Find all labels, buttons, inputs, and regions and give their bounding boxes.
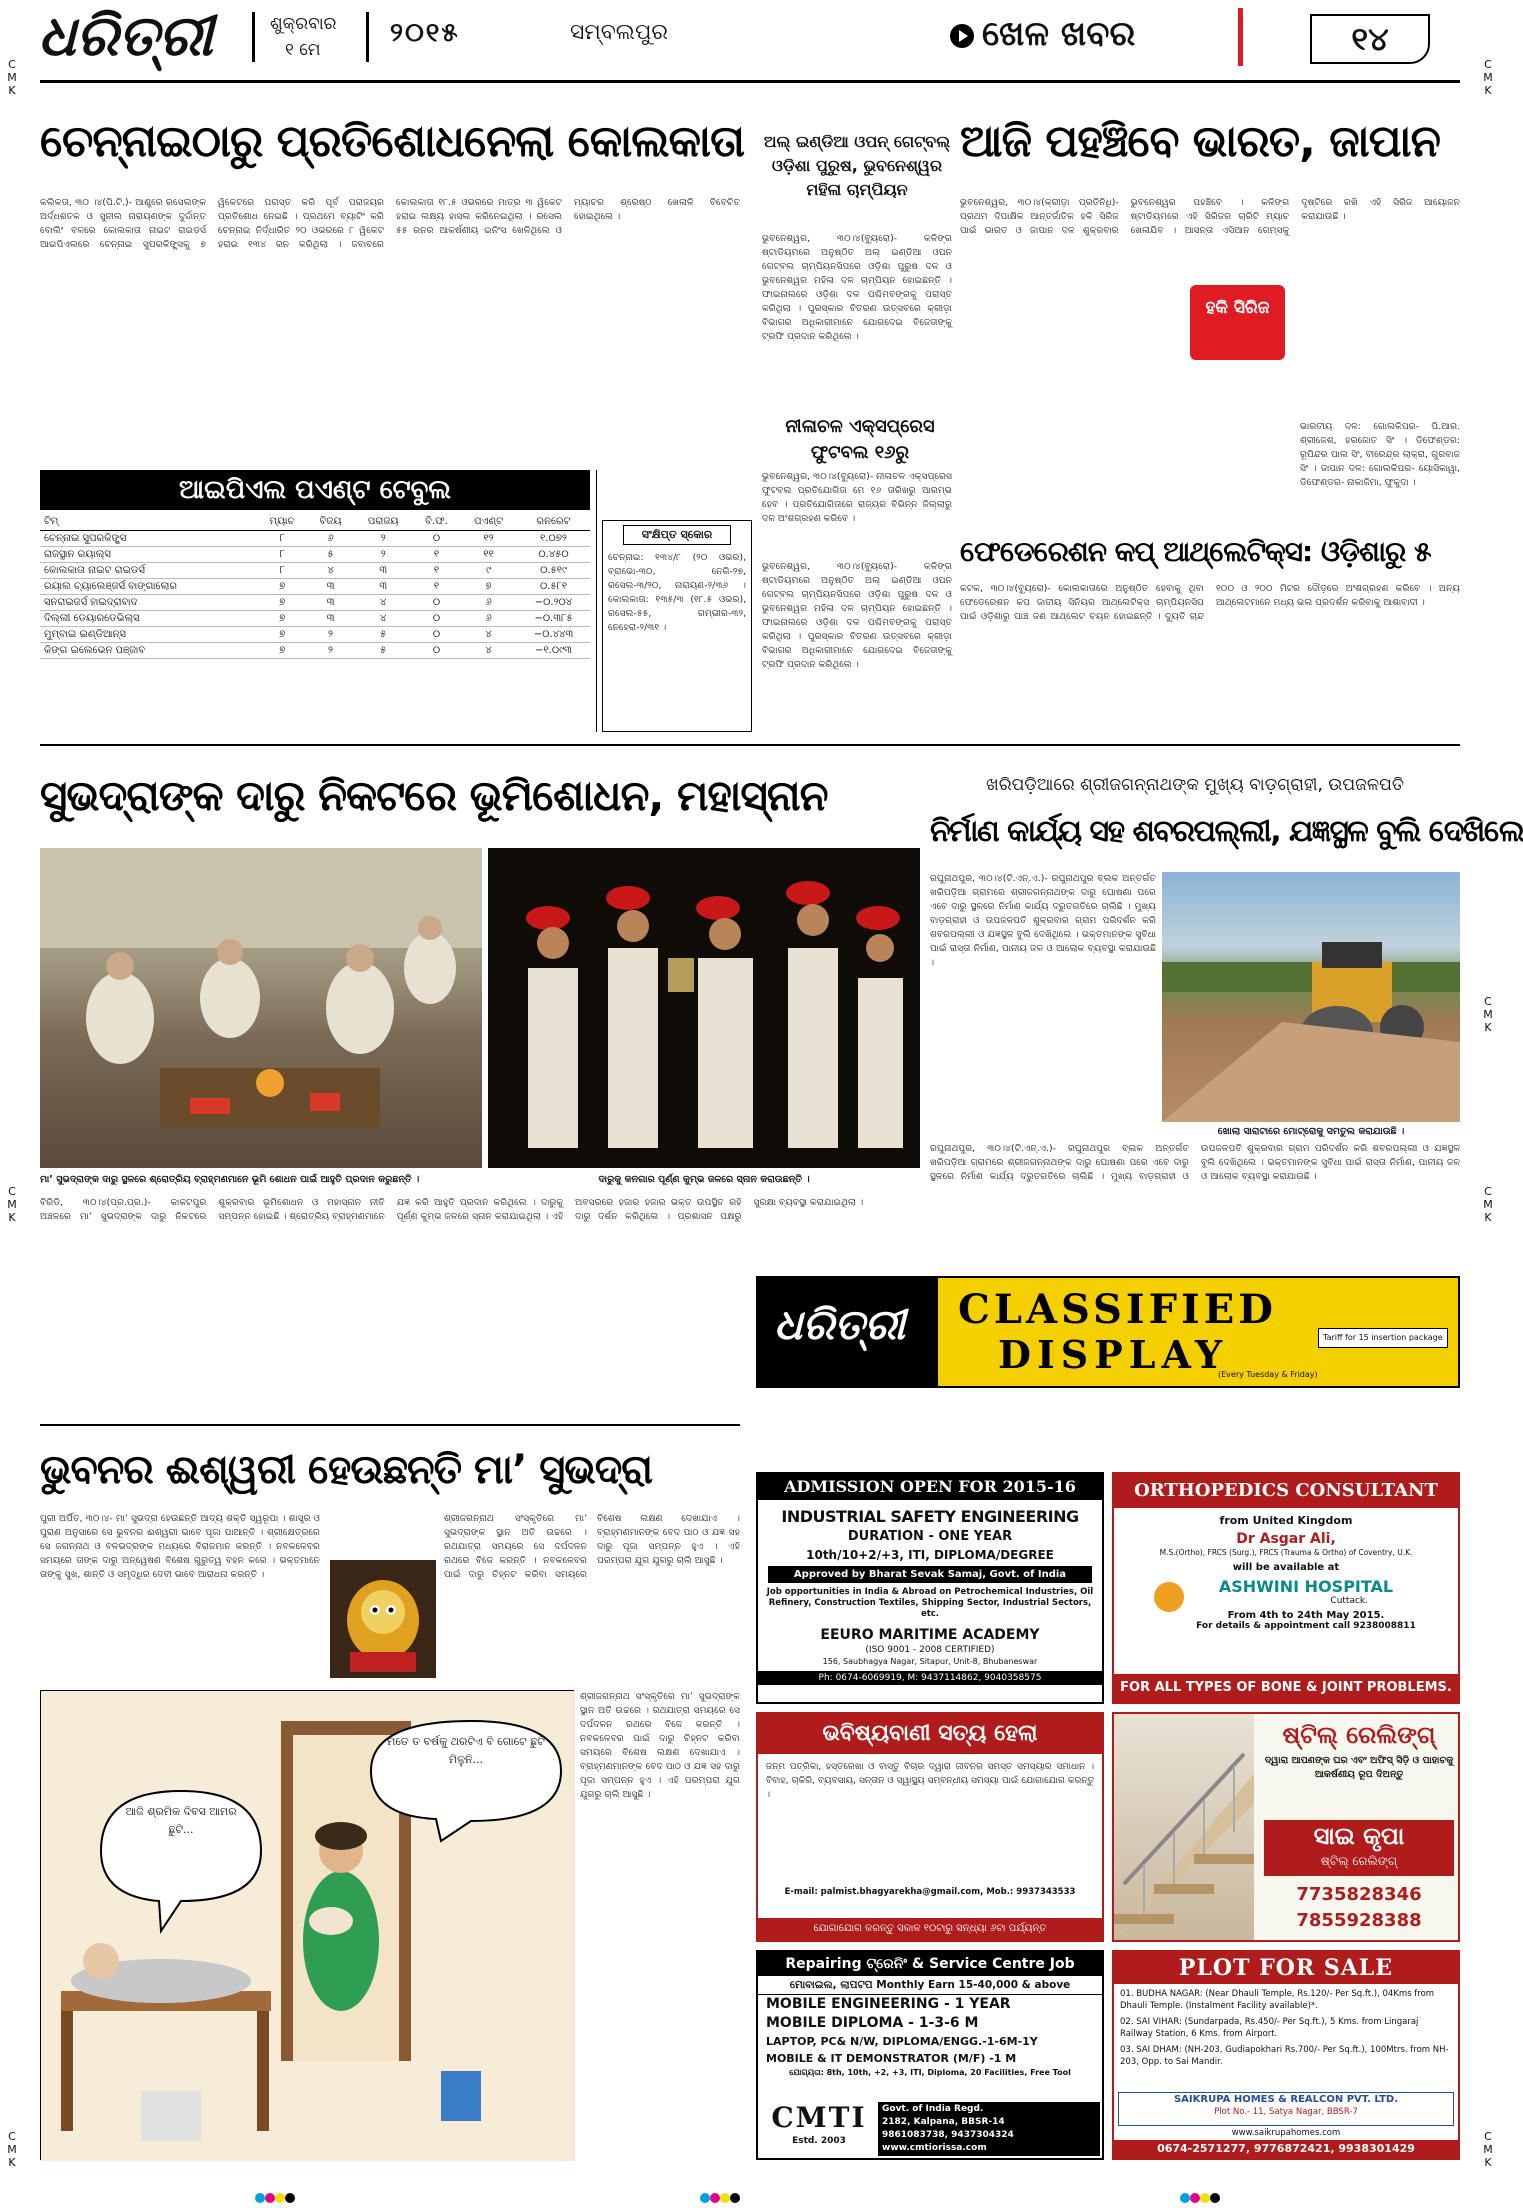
- cmti-estd: Estd. 2003: [792, 2136, 846, 2146]
- cmk-left-bottom: C M K: [7, 2130, 17, 2169]
- cmk-left-top: C M K: [7, 58, 17, 97]
- ipl-table-cell: ୮: [257, 562, 308, 578]
- subhadra-art: [330, 1560, 436, 1678]
- astro-footer: ଯୋଗାଯୋଗ କରନ୍ତୁ ସକାଳ ୧୦ଟାରୁ ସନ୍ଧ୍ୟା ୬ଟା ପର୍ଯ୍ୟନ୍ତ: [758, 1918, 1102, 1940]
- ipl-table-cell: ୧.୦୭୨: [517, 530, 590, 546]
- ipl-table-cell: ୦: [413, 642, 460, 658]
- admission-academy: EEURO MARITIME ACADEMY: [820, 1627, 1040, 1643]
- ipl-table-cell: ୯: [460, 562, 517, 578]
- admission-duration: DURATION - ONE YEAR: [847, 1529, 1013, 1544]
- ipl-table-row: [40, 626, 590, 642]
- ipl-table-cell: ୦.୫୮୧: [517, 578, 590, 594]
- ipl-table-cell: କୋଲକାତା ନାଇଟ ରାଇଡର୍ସ: [40, 562, 257, 578]
- cmti-web: www.cmtiorissa.com: [882, 2143, 987, 2153]
- ipl-table-cell: ରୟାଲ ଚ୍ୟାଲେଞ୍ଜର୍ସ ବାଙ୍ଗାଲୋର: [40, 578, 257, 594]
- story8-body: ପୁରୀ ଅର୍ପିତ, ୩୦।୪- ମା’ ସୁଭଦ୍ରା ହେଉଛନ୍ତି ଆଦ୍ୟ ଶକ୍ତି ସ୍ୱରୂପା । ଶାସ୍ତ୍ର ଓ ପୁରାଣ ଅନୁସାରେ ସେ ଭୁବନର ଈଶ୍ୱରୀ ଭାବେ ପୂଜା ପାଆନ୍ତି । ଶ୍ରୀକ୍ଷେତ୍ରରେ ସେ ଜଗନ୍ନାଥ ଓ ବଳଭଦ୍ରଙ୍କ ମଧ୍ୟରେ ବିରାଜମାନ କରନ୍ତି । ନବକଳେବର ସମୟରେ ତାଙ୍କ ଦାରୁ ଅନ୍ୱେଷଣ ବିଶେଷ ଗୁରୁତ୍ୱ ବହନ କରେ । ଭକ୍ତମାନେ ତାଙ୍କୁ ସୁଖ, ଶାନ୍ତି ଓ ସମୃଦ୍ଧିର ଦେବୀ ଭାବେ ଆରାଧନା କରନ୍ତି ।: [40, 1513, 320, 1580]
- ipl-table-cell: ୩: [354, 562, 413, 578]
- steel-brand-sub: ଷ୍ଟିଲ୍ ରେଲିଙ୍ଗ୍: [1320, 1854, 1398, 1868]
- road-photo-caption: ଖୋଲା ସାରାଟାରେ ମୋଟ୍ରୋକୁ ସମତୁଲ କରାଯାଉଛି ।: [1217, 1126, 1405, 1137]
- plot-address: Plot No.- 11, Satya Nagar, BBSR-7: [1214, 2107, 1358, 2117]
- registration-dots-center: [700, 2188, 764, 2200]
- classified-line2: DISPLAY: [998, 1332, 1229, 1377]
- steel-phone-1: 7735828346: [1296, 1884, 1422, 1905]
- ipl-table-cell: ସନରାଇଜର୍ସ ହାଇଦ୍ରାବାଦ: [40, 594, 257, 610]
- ipl-table-row: [40, 642, 590, 658]
- score-box: [602, 520, 752, 732]
- ipl-table-cell: ୬: [308, 530, 354, 546]
- story4-headline: ଆଜି ପହଞ୍ଚିବେ ଭାରତ, ଜାପାନ: [960, 116, 1440, 167]
- ipl-table-header: ମ୍ୟାଚ: [257, 514, 308, 530]
- ipl-table-cell: ୦: [413, 530, 460, 546]
- logo: ଧରିତ୍ରୀ: [38, 3, 213, 69]
- admission-address: 156, Saubhagya Nagar, Sitapur, Unit-8, Bhubaneswar: [822, 1657, 1038, 1666]
- ipl-table-cell: ରାଜସ୍ଥାନ ରୟାଲ୍ସ: [40, 546, 257, 562]
- story1-body: କଲିକତା, ୩୦ ।୪(ପି.ଟି.)- ଆଣ୍ଡ୍ରେ ରସେଲଙ୍କ ଅର୍ଦ୍ଧଶତକ ଓ ସୁନୀଲ ନାରାୟଣଙ୍କ ଦୁର୍ଦ୍ଦାନ୍ତ ବୋଲିଂ ବଳରେ କୋଲକାତା ନାଇଟ ରାଇଡର୍ସ ଆଇପିଏଲରେ ଚେନ୍ନାଇ ସୁପରକିଙ୍ଗ୍ସକୁ ୭ ୱିକେଟରେ ପରାସ୍ତ କରି ପୂର୍ବ ପରାଜୟର ପ୍ରତିଶୋଧ ନେଇଛି । ପ୍ରଥମେ ବ୍ୟାଟିଂ କରି ଚେନ୍ନାଇ ନିର୍ଦ୍ଧାରିତ ୨୦ ଓଭରରେ ୮ ୱିକେଟ ହରାଇ ୧୩୪ ରନ କରିଥିଲା । ଜବାବରେ କୋଲକାତା ୧୮.୫ ଓଭରରେ ମାତ୍ର ୩ ୱିକେଟ ହରାଇ ଲକ୍ଷ୍ୟ ହାସଲ କରିନେଇଥିଲା । ରସେଲ ୫୫ ରନର ଆକର୍ଷଣୀୟ ଇନିଂସ ଖେଳିଥିଲେ ଓ ମ୍ୟାଚର ଶ୍ରେଷ୍ଠ ଖେଳାଳି ବିବେଚିତ ହୋଇଥିଲେ ।: [40, 197, 740, 250]
- hockey-badge: [1190, 285, 1285, 360]
- story7-headline: ନିର୍ମାଣ କାର୍ଯ୍ୟ ସହ ଶବରପଲ୍ଲୀ, ଯଜ୍ଞସ୍ଥଳ ବୁଲି ଦେଖିଲେ: [930, 814, 1523, 849]
- section-play-icon: [950, 24, 974, 48]
- ritual-photo-2: [488, 848, 920, 1168]
- steel-brand: ସାଇ କୃପା: [1313, 1822, 1405, 1850]
- steel-railing-ad[interactable]: [1112, 1712, 1460, 1942]
- cmti-contact: [878, 2102, 1100, 2156]
- cmti-govt: Govt. of India Regd.: [882, 2104, 984, 2114]
- admission-jobs: Job opportunities in India & Abroad on Petrochemical Industries, Oil Refinery, Construction Textiles, Shipping Sector, Industrial Sectors, etc.: [766, 1587, 1094, 1619]
- story3-headline: ନୀଳାଚଳ ଏକ୍ସପ୍ରେସ ଫୁଟବଲ ୧୬ରୁ: [785, 416, 935, 463]
- story7-body-top: ରଘୁନାଥପୁର, ୩୦।୪(ଟି.ଏନ୍.ଏ.)- ରଘୁନାଥପୁର ବ୍ଲକ ଅନ୍ତର୍ଗତ ଖରିପଡ଼ିଆ ଗ୍ରାମରେ ଶ୍ରୀଜଗନ୍ନାଥଙ୍କ ଦାରୁ ଘୋଷଣା ପରେ ଏବେ ଦାରୁ ସ୍ଥଳରେ ନିର୍ମାଣ କାର୍ଯ୍ୟ ଦ୍ରୁତଗତିରେ ଚାଲିଛି । ମୁଖ୍ୟ ବାଡ଼ଗ୍ରାହୀ ଓ ଉପଜଳପତି ଶୁକ୍ରବାର ଗ୍ରାମ ପରିଦର୍ଶନ କରି ଶବରପଲ୍ଲୀ ଓ ଯଜ୍ଞସ୍ଥଳ ବୁଲି ଦେଖିଥିଲେ । ଭକ୍ତମାନଙ୍କ ସୁବିଧା ପାଇଁ ରାସ୍ତା ନିର୍ମାଣ, ପାନୀୟ ଜଳ ଓ ଆଲୋକ ବ୍ୟବସ୍ଥା କରାଯାଉଛି ।: [930, 873, 1156, 968]
- ipl-table-cell: ୧୧: [460, 546, 517, 562]
- astro-title: ଭବିଷ୍ୟବାଣୀ ସତ୍ୟ ହେଲା: [758, 1714, 1102, 1754]
- ipl-table-cell: ୨: [354, 546, 413, 562]
- ortho-quals: M.S.(Ortho), FRCS (Surg.), FRCS (Trauma & Ortho) of Coventry, U.K.: [1159, 1548, 1413, 1557]
- plot-item-2: 02. SAI VIHAR: (Sundarpada, Rs.450/- Per Sq.ft.), 5 Kms. from Lingaraj Railway Station, 6 Kms. from Airport.: [1120, 2017, 1419, 2039]
- ipl-table-cell: ୨: [308, 642, 354, 658]
- photo2-caption: ଦାରୁକୁ କନଗାର ପୂର୍ଣ୍ଣ କୁମ୍ଭ ଜଳରେ ସ୍ନାନ କରାଉଛନ୍ତି ।: [598, 1174, 810, 1185]
- ipl-table-cell: ଦିଲ୍ଲୀ ଡେୟାରଡେଭିଲ୍ସ: [40, 610, 257, 626]
- section-title: ଖେଳ ଖବର: [982, 14, 1136, 54]
- astro-email: E-mail: palmist.bhagyarekha@gmail.com, Mob.: 9937343533: [784, 1887, 1076, 1897]
- ipl-table-cell: କିଙ୍ଗ ଇଲେଭେନ ପଞ୍ଜାବ: [40, 642, 257, 658]
- road-roller-photo: [1162, 872, 1460, 1122]
- plot-web: www.saikrupahomes.com: [1231, 2128, 1341, 2138]
- plot-phones: 0674-2571277, 9776872421, 9938301429: [1114, 2140, 1458, 2158]
- ortho-doctor: Dr Asgar Ali,: [1236, 1531, 1336, 1547]
- masthead-edition: ସମ୍ବଲପୁର: [570, 20, 669, 45]
- cmti-addr: 2182, Kalpana, BBSR-14: [882, 2117, 1005, 2127]
- cmti-item-1: MOBILE ENGINEERING - 1 YEAR: [766, 1996, 1011, 2012]
- ipl-table-cell: ୩: [308, 578, 354, 594]
- classified-line1: CLASSIFIED: [958, 1286, 1277, 1333]
- ipl-table-cell: ୭: [257, 578, 308, 594]
- ipl-table-cell: ୭: [257, 626, 308, 642]
- railing-photo: [1114, 1714, 1254, 1940]
- admission-phone: Ph: 0674-6069919, M: 9437114862, 9040358575: [758, 1671, 1102, 1685]
- ortho-avail: will be available at: [1232, 1562, 1340, 1573]
- admission-eligibility: 10th/10+2/+3, ITI, DIPLOMA/DEGREE: [806, 1548, 1054, 1562]
- photo1-caption: ମା’ ସୁଭଦ୍ରାଙ୍କ ଦାରୁ ସ୍ଥଳରେ ଶ୍ରୋତ୍ରିୟ ବ୍ରାହ୍ମଣମାନେ ଭୂମି ଶୋଧନ ପାଇଁ ଆହୁତି ପ୍ରଦାନ କରୁଛନ୍ତି ।: [40, 1174, 420, 1185]
- steel-brand-box: [1264, 1820, 1454, 1876]
- masthead-divider-2: [366, 12, 369, 62]
- story2-body: ଭୁବନେଶ୍ୱର, ୩୦।୪(ବ୍ୟୁରୋ)- କଳିଙ୍ଗ ଷ୍ଟାଡିୟମରେ ଅନୁଷ୍ଠିତ ଅଲ୍ ଇଣ୍ଡିଆ ଓପନ ଗେଟ୍‌ବଲ ଚାମ୍ପିୟନସିପରେ ଓଡ଼ିଶା ପୁରୁଷ ଦଳ ଓ ଭୁବନେଶ୍ୱର ମହିଳା ଦଳ ଚାମ୍ପିୟନ ହୋଇଛନ୍ତି । ଫାଇନାଲରେ ଓଡ଼ିଶା ଦଳ ପଶ୍ଚିମବଙ୍ଗକୁ ପରାସ୍ତ କରିଥିଲା । ପୁରସ୍କାର ବିତରଣ ଉତ୍ସବରେ କ୍ରୀଡ଼ା ବିଭାଗର ଅଧିକାରୀମାନେ ଯୋଗଦେଇ ବିଜେତାଙ୍କୁ ଟ୍ରଫି ପ୍ରଦାନ କରିଥିଲେ ।: [762, 233, 952, 342]
- ipl-table-cell: ୭: [257, 642, 308, 658]
- road-roller-art: [1162, 872, 1460, 1122]
- story4-teams: ଭାରତୀୟ ଦଳ: ଗୋଲକିପର- ପି.ଆର. ଶ୍ରୀଜେଶ, ହରଜୋତ ସିଂ । ଡିଫେଣ୍ଡର: ରୂପିନ୍ଦର ପାଲ ସିଂ, ବୀରେନ୍ଦ୍ର ଲାକ୍ରା, ଗୁରବାଜ ସିଂ । ଜାପାନ ଦଳ: ଗୋଲକିପର- ୟୋସିକାୱା, ଡିଫେଣ୍ଡର- ନାକାଜିମା, ଫୁକୁଦା ।: [1300, 421, 1460, 488]
- page-number: ୧୪: [1351, 20, 1389, 58]
- cmti-qual: ଯୋଗ୍ୟତା: 8th, 10th, +2, +3, ITI, Diploma, 20 Facilities, Free Tool: [789, 2068, 1071, 2077]
- ipl-table-row: [40, 610, 590, 626]
- ipl-table-cell: ୫: [354, 626, 413, 642]
- story7-kicker: ଖରିପଡ଼ିଆରେ ଶ୍ରୀଜଗନ୍ନାଥଙ୍କ ମୁଖ୍ୟ ବାଡ଼ଗ୍ରାହୀ, ଉପଜଳପତି: [985, 775, 1405, 795]
- story3-body-2: ଭୁବନେଶ୍ୱର, ୩୦।୪(ବ୍ୟୁରୋ)- କଳିଙ୍ଗ ଷ୍ଟାଡିୟମରେ ଅନୁଷ୍ଠିତ ଅଲ୍ ଇଣ୍ଡିଆ ଓପନ ଗେଟ୍‌ବଲ ଚାମ୍ପିୟନସିପରେ ଓଡ଼ିଶା ପୁରୁଷ ଦଳ ଓ ଭୁବନେଶ୍ୱର ମହିଳା ଦଳ ଚାମ୍ପିୟନ ହୋଇଛନ୍ତି । ଫାଇନାଲରେ ଓଡ଼ିଶା ଦଳ ପଶ୍ଚିମବଙ୍ଗକୁ ପରାସ୍ତ କରିଥିଲା । ପୁରସ୍କାର ବିତରଣ ଉତ୍ସବରେ କ୍ରୀଡ଼ା ବିଭାଗର ଅଧିକାରୀମାନେ ଯୋଗଦେଇ ବିଜେତାଙ୍କୁ ଟ୍ରଫି ପ୍ରଦାନ କରିଥିଲେ ।: [762, 561, 952, 670]
- cmk-right-mid2: C M K: [1483, 1185, 1493, 1224]
- ipl-table-cell: ୦.୫୧୯: [517, 562, 590, 578]
- ortho-hospital: ASHWINI HOSPITAL: [1218, 1577, 1394, 1596]
- ipl-table-cell: ୬: [460, 594, 517, 610]
- ipl-table-cell: ୭: [257, 610, 308, 626]
- ipl-table-cell: ୮: [257, 530, 308, 546]
- ipl-table-cell: ମୁମ୍ବାଇ ଇଣ୍ଡିଆନ୍ସ: [40, 626, 257, 642]
- subhadra-photo: [330, 1560, 436, 1678]
- ipl-table-cell: ୩: [308, 594, 354, 610]
- ipl-table-cell: −୧.୦୯୩: [517, 642, 590, 658]
- ipl-table-header: ଟିମ୍: [40, 514, 257, 530]
- ipl-table-header: ବି.ଫ.: [413, 514, 460, 530]
- cmk-right-mid1: C M K: [1483, 995, 1493, 1034]
- ipl-table-cell: ୧: [413, 562, 460, 578]
- ipl-table-title: ଆଇପିଏଲ ପଏଣ୍ଟ ଟେବୁଲ: [40, 470, 590, 510]
- registration-dots-left: [255, 2188, 319, 2200]
- plot-item-3: 03. SAI DHAM: (NH-203, Gudiapokhari Rs.700/- Per Sq.ft.), 100Mtrs. from NH-203, Opp. to Sai Mandir.: [1120, 2045, 1449, 2067]
- page-number-box: [1310, 14, 1430, 64]
- cmti-logo: CMTI: [771, 2101, 867, 2134]
- story4-body: ଭୁବନେଶ୍ୱର, ୩୦।୪(କ୍ରୀଡ଼ା ପ୍ରତିନିଧି)- ପ୍ରଥମ ଦିପାକ୍ଷିକ ଆନ୍ତର୍ଜାତିକ ହକି ସିରିଜ ପାଇଁ ଭାରତ ଓ ଜାପାନ ଦଳ ଶୁକ୍ରବାର ଭୁବନେଶ୍ୱର ପହଞ୍ଚିବେ । କଳିଙ୍ଗ ଷ୍ଟାଡିୟମରେ ଏହି ସିରିଜର ଚାରିଟି ମ୍ୟାଚ ଖେଳାଯିବ । ଆସନ୍ତା ଏସିଆନ ଗେମ୍ସକୁ ଦୃଷ୍ଟିରେ ରଖି ଏହି ସିରିଜ ଆୟୋଜନ କରାଯାଉଛି ।: [960, 197, 1460, 236]
- ipl-table-cell: ଚେନ୍ନାଇ ସୁପରକିଙ୍ଗ୍ସ: [40, 530, 257, 546]
- story5-body: କଟକ, ୩୦।୪(ବ୍ୟୁରୋ)- କୋଲକାତାରେ ଅନୁଷ୍ଠିତ ହେବାକୁ ଥିବା ଫେଡେରେଶନ କପ ଜାତୀୟ ସିନିୟର ଆଥ୍‌ଲେଟିକ୍ସ ଚାମ୍ପିୟନସିପ ପାଇଁ ଓଡ଼ିଶାରୁ ପାଞ୍ଚ ଜଣ ଆଥ୍‌ଲେଟ ଚୟନ ହୋଇଛନ୍ତି । ଦ୍ୟୁତି ଚାନ୍ଦ ୧୦୦ ଓ ୨୦୦ ମିଟର ଦୌଡ଼ରେ ଅଂଶଗ୍ରହଣ କରିବେ । ଅନ୍ୟ ଆଥ୍‌ଲେଟମାନେ ମଧ୍ୟ ଭଲ ପ୍ରଦର୍ଶନ କରିବାକୁ ଆଶାବାଦୀ ।: [960, 583, 1460, 622]
- story8-body-col: ଶ୍ରୀଜଗନ୍ନାଥ ସଂସ୍କୃତିରେ ମା’ ସୁଭଦ୍ରାଙ୍କ ସ୍ଥାନ ଅତି ଉଚ୍ଚରେ । ରଥଯାତ୍ରା ସମୟରେ ସେ ଦର୍ପଦଳନ ରଥରେ ବିଜେ କରନ୍ତି । ନବକଳେବର ପାଇଁ ଦାରୁ ଚିହ୍ନଟ କରିବା ସମୟରେ ବିଶେଷ ଲକ୍ଷଣ ଦେଖାଯାଏ । ବ୍ରାହ୍ମଣମାନଙ୍କ ବେଦ ପାଠ ଓ ଯଜ୍ଞ ସହ ଦାରୁ ପୂଜା ସମ୍ପନ୍ନ ହୁଏ । ଏହି ପରମ୍ପରା ଯୁଗ ଯୁଗରୁ ଚାଲି ଆସୁଛି ।: [580, 1691, 740, 1800]
- ipl-table-header: ବିଜୟ: [308, 514, 354, 530]
- cmti-item-3: LAPTOP, PC& N/W, DIPLOMA/ENGG.-1-6M-1Y: [766, 2035, 1038, 2048]
- orthopedics-ad[interactable]: [1112, 1472, 1460, 1704]
- ritual-photo-2-art: [488, 848, 920, 1168]
- ipl-table-row: [40, 578, 590, 594]
- admission-top: ADMISSION OPEN FOR 2015-16: [758, 1474, 1102, 1500]
- masthead-year: ୨୦୧୫: [390, 18, 460, 48]
- ipl-table-cell: ୧: [413, 578, 460, 594]
- cmti-logo-box: [764, 2102, 874, 2154]
- classified-logo: ଧରିତ୍ରୀ: [774, 1300, 906, 1349]
- masthead-date: ୧ ମେ: [285, 40, 321, 60]
- ortho-city: Cuttack.: [1330, 1596, 1368, 1606]
- admission-ad[interactable]: [756, 1472, 1104, 1704]
- ipl-table-cell: ୫: [308, 546, 354, 562]
- ipl-table-cell: −୦.୪୪୩: [517, 626, 590, 642]
- hospital-sun-icon: [1154, 1582, 1184, 1612]
- ipl-table-cell: ୦: [413, 610, 460, 626]
- admission-title: INDUSTRIAL SAFETY ENGINEERING: [781, 1507, 1079, 1526]
- cmti-sub: ମୋବାଇଲ, ଲାପଟପ Monthly Earn 15-40,000 & above: [758, 1976, 1102, 1995]
- story8-body-right: ଶ୍ରୀଜଗନ୍ନାଥ ସଂସ୍କୃତିରେ ମା’ ସୁଭଦ୍ରାଙ୍କ ସ୍ଥାନ ଅତି ଉଚ୍ଚରେ । ରଥଯାତ୍ରା ସମୟରେ ସେ ଦର୍ପଦଳନ ରଥରେ ବିଜେ କରନ୍ତି । ନବକଳେବର ପାଇଁ ଦାରୁ ଚିହ୍ନଟ କରିବା ସମୟରେ ବିଶେଷ ଲକ୍ଷଣ ଦେଖାଯାଏ । ବ୍ରାହ୍ମଣମାନଙ୍କ ବେଦ ପାଠ ଓ ଯଜ୍ଞ ସହ ଦାରୁ ପୂଜା ସମ୍ପନ୍ନ ହୁଏ । ଏହି ପରମ୍ପରା ଯୁଗ ଯୁଗରୁ ଚାଲି ଆସୁଛି ।: [444, 1513, 740, 1580]
- ipl-table-header: ପରାଜୟ: [354, 514, 413, 530]
- plot-title: PLOT FOR SALE: [1114, 1952, 1458, 1984]
- ipl-table-cell: −୦.୩୮୫: [517, 610, 590, 626]
- ipl-table-cell: ୭: [257, 594, 308, 610]
- astrology-ad[interactable]: [756, 1712, 1104, 1942]
- steel-title: ଷ୍ଟିଲ୍ ରେଲିଙ୍ଗ୍: [1282, 1721, 1436, 1749]
- ipl-table-cell: ୬: [460, 610, 517, 626]
- ipl-table-cell: −୦.୨୦୪: [517, 594, 590, 610]
- story3-body: ଭୁବନେଶ୍ୱର, ୩୦।୪(ବ୍ୟୁରୋ)- ନୀଳାଚଳ ଏକ୍ସପ୍ରେସ ଫୁଟବଲ ପ୍ରତିଯୋଗିତା ମେ ୧୬ ତାରିଖରୁ ଆରମ୍ଭ ହେବ । ପ୍ରତିଯୋଗିତାରେ ରାଜ୍ୟର ବିଭିନ୍ନ ଜିଲ୍ଲାରୁ ଦଳ ଅଂଶଗ୍ରହଣ କରିବେ ।: [762, 471, 952, 524]
- ipl-table-header: ପଏଣ୍ଟ: [460, 514, 517, 530]
- masthead: [20, 0, 1480, 80]
- ipl-table-box: [40, 470, 590, 732]
- score-title: ସଂକ୍ଷିପ୍ତ ସ୍କୋର: [623, 525, 731, 545]
- story8-headline: ଭୁବନର ଈଶ୍ୱରୀ ହେଉଛନ୍ତି ମା’ ସୁଭଦ୍ରା: [40, 1447, 653, 1493]
- ipl-table-cell: ୫: [354, 642, 413, 658]
- admission-approved: Approved by Bharat Sevak Samaj, Govt. of India: [768, 1566, 1092, 1583]
- ortho-dates: From 4th to 24th May 2015.: [1227, 1610, 1385, 1621]
- ortho-contact: For details & appointment call 9238008811: [1196, 1621, 1416, 1631]
- masthead-red-bar: [1238, 8, 1243, 66]
- story5-headline: ଫେଡେରେଶନ କପ୍ ଆଥ୍‌ଲେଟିକ୍ସ: ଓଡ଼ିଶାରୁ ୫: [960, 535, 1431, 568]
- steel-phone-2: 7855928388: [1296, 1910, 1422, 1931]
- ipl-table-cell: ୪: [460, 626, 517, 642]
- section-rule-2: [40, 1424, 740, 1426]
- ritual-photo-1: [40, 848, 482, 1168]
- ipl-table-cell: ୩: [354, 578, 413, 594]
- ipl-table-row: [40, 562, 590, 578]
- classified-display-ad[interactable]: [756, 1276, 1460, 1388]
- plot-item-1: 01. BUDHA NAGAR: (Near Dhauli Temple, Rs.120/- Per Sq.ft.), 04Kms from Dhauli Temple. (Instalment Facility available)*.: [1120, 1989, 1435, 2011]
- cmk-right-bottom: C M K: [1483, 2130, 1493, 2169]
- ipl-table-header: ରନରେଟ: [517, 514, 590, 530]
- steel-sub: ଦ୍ୱାରା ଆପଣଙ୍କ ଘର ଏବଂ ଅଫିସ୍ ସିଡ଼ି ଓ ପାହାଚକୁ ଆକର୍ଷଣୀୟ ରୂପ ଦିଅନ୍ତୁ: [1264, 1755, 1454, 1780]
- story6-body: ବିରିଡି, ୩୦।୪(ପ୍ର.ପ୍ର.)- କାକଟପୁର ଅଞ୍ଚଳରେ ମା’ ସୁଭଦ୍ରାଙ୍କ ଦାରୁ ନିକଟରେ ଶୁକ୍ରବାର ଭୂମିଶୋଧନ ଓ ମହାସ୍ନାନ ନୀତି ସମ୍ପନ୍ନ ହୋଇଛି । ଶ୍ରୋତ୍ରିୟ ବ୍ରାହ୍ମଣମାନେ ଯଜ୍ଞ କରି ଆହୁତି ପ୍ରଦାନ କରିଥିଲେ । ଦାରୁକୁ ପୂର୍ଣ୍ଣ କୁମ୍ଭ ଜଳରେ ସ୍ନାନ କରାଯାଇଥିଲା । ଏହି ଅବସରରେ ହଜାର ହଜାର ଭକ୍ତ ଉପସ୍ଥିତ ରହି ଦାରୁ ଦର୍ଶନ କରିଥିଲେ । ପ୍ରଶାସନ ପକ୍ଷରୁ ସୁରକ୍ଷା ବ୍ୟବସ୍ଥା କରାଯାଇଥିଲା ।: [40, 1197, 864, 1222]
- ipl-table-row: [40, 530, 590, 546]
- ipl-table-cell: ୪: [308, 562, 354, 578]
- hockey-badge-label: ହକି ସିରିଜ: [1205, 298, 1270, 318]
- cmti-ad[interactable]: [756, 1950, 1104, 2160]
- story7-body-bottom: ରଘୁନାଥପୁର, ୩୦।୪(ଟି.ଏନ୍.ଏ.)- ରଘୁନାଥପୁର ବ୍ଲକ ଅନ୍ତର୍ଗତ ଖରିପଡ଼ିଆ ଗ୍ରାମରେ ଶ୍ରୀଜଗନ୍ନାଥଙ୍କ ଦାରୁ ଘୋଷଣା ପରେ ଏବେ ଦାରୁ ସ୍ଥଳରେ ନିର୍ମାଣ କାର୍ଯ୍ୟ ଦ୍ରୁତଗତିରେ ଚାଲିଛି । ମୁଖ୍ୟ ବାଡ଼ଗ୍ରାହୀ ଓ ଉପଜଳପତି ଶୁକ୍ରବାର ଗ୍ରାମ ପରିଦର୍ଶନ କରି ଶବରପଲ୍ଲୀ ଓ ଯଜ୍ଞସ୍ଥଳ ବୁଲି ଦେଖିଥିଲେ । ଭକ୍ତମାନଙ୍କ ସୁବିଧା ପାଇଁ ରାସ୍ତା ନିର୍ମାଣ, ପାନୀୟ ଜଳ ଓ ଆଲୋକ ବ୍ୟବସ୍ଥା କରାଯାଉଛି ।: [930, 1143, 1460, 1182]
- railing-art: [1114, 1714, 1254, 1940]
- ortho-title: ORTHOPEDICS CONSULTANT: [1114, 1474, 1458, 1508]
- plot-company-box: [1118, 2092, 1454, 2126]
- cmti-phones: 9861083738, 9437304324: [882, 2130, 1014, 2140]
- ipl-table-cell: ୨: [308, 626, 354, 642]
- cmti-item-4: MOBILE & IT DEMONSTRATOR (M/F) -1 M: [766, 2052, 1017, 2065]
- ortho-footer: FOR ALL TYPES OF BONE & JOINT PROBLEMS.: [1114, 1674, 1458, 1702]
- classified-note: (Every Tuesday & Friday): [1218, 1370, 1318, 1379]
- admission-iso: (ISO 9001 - 2008 CERTIFIED): [865, 1645, 995, 1655]
- cmti-item-2: MOBILE DIPLOMA - 1-3-6 M: [766, 2015, 979, 2031]
- cmk-right-top: C M K: [1483, 58, 1493, 97]
- cmk-left-mid: C M K: [7, 1185, 17, 1224]
- ipl-table-cell: ୩: [308, 610, 354, 626]
- plot-sale-ad[interactable]: [1112, 1950, 1460, 2160]
- ipl-table-cell: ୮: [257, 546, 308, 562]
- astro-body: ଜନ୍ମ ପତ୍ରିକା, ହସ୍ତରେଖା ଓ ବାସ୍ତୁ ବିଚାର ଦ୍ୱାରା ଜୀବନର ସମସ୍ତ ସମସ୍ୟାର ସମାଧାନ । ବିବାହ, ଚାକିରି, ବ୍ୟବସାୟ, ସନ୍ତାନ ଓ ସ୍ୱାସ୍ଥ୍ୟ ସମ୍ବନ୍ଧୀୟ ସମସ୍ୟା ପାଇଁ ଯୋଗାଯୋଗ କରନ୍ତୁ ।: [766, 1762, 1094, 1800]
- registration-dots-right: [1180, 2188, 1244, 2200]
- ipl-table-cell: ୭: [460, 578, 517, 594]
- masthead-underline: [40, 80, 1460, 83]
- ipl-table-cell: ୪: [460, 642, 517, 658]
- ritual-photo-1-art: [40, 848, 482, 1168]
- ipl-points-table: [40, 514, 590, 659]
- ipl-table-cell: ୦: [413, 626, 460, 642]
- ortho-from: from United Kingdom: [1219, 1514, 1353, 1527]
- classified-tariff: Tariff for 15 insertion package: [1318, 1328, 1448, 1348]
- masthead-day: ଶୁକ୍ରବାର: [270, 14, 337, 34]
- cmti-title: Repairing ଟ୍ରେନିଂ & Service Centre Job: [758, 1952, 1102, 1976]
- cartoon-bubble-2: ମତେ ତ ବର୍ଷକୁ ଥରଟିଏ ବି ଗୋଟେ ଛୁଟି ମିଳୁନି...: [387, 1735, 545, 1766]
- ipl-table-cell: ୦: [413, 594, 460, 610]
- story2-headline: ଅଲ୍ ଇଣ୍ଡିଆ ଓପନ୍ ଗେଟ୍‌ବଲ୍ ଓଡ଼ିଶା ପୁରୁଷ, ଭୁବନେଶ୍ୱର ମହିଳା ଚାମ୍ପିୟନ: [763, 132, 951, 199]
- section-rule-1: [40, 744, 1460, 746]
- story6-headline: ସୁଭଦ୍ରାଙ୍କ ଦାରୁ ନିକଟରେ ଭୂମିଶୋଧନ, ମହାସ୍ନାନ: [40, 771, 828, 820]
- ipl-table-cell: ୧୨: [460, 530, 517, 546]
- masthead-divider-1: [252, 12, 255, 62]
- ipl-table-cell: ୨: [354, 530, 413, 546]
- ipl-table-cell: ୦.୪୫୦: [517, 546, 590, 562]
- score-text: ଚେନ୍ନାଇ: ୧୩୪/୮ (୨୦ ଓଭର), ବ୍ରାଭୋ-୩୦, ନେଗି-୨୭, ରସେଲ-୩/୨୦, ନାରାୟଣ-୨/୩୬ । କୋଲକାତା: ୧୩୫/୩ (୧୮.୫ ଓଭର), ରସେଲ-୫୫, ଗମ୍ଭୀର-୩୨, ନେହେରା-୨/୩୧ ।: [608, 552, 746, 633]
- ipl-table-row: [40, 546, 590, 562]
- cartoon-bubble-1: ଆଜି ଶ୍ରମିକ ଦିବସ ଆମର ଛୁଟି...: [125, 1805, 237, 1836]
- ipl-table-cell: ୪: [354, 594, 413, 610]
- table-right-rule: [596, 470, 597, 732]
- plot-company: SAIKRUPA HOMES & REALCON PVT. LTD.: [1173, 2094, 1399, 2105]
- story1-headline: ଚେନ୍ନାଇଠାରୁ ପ୍ରତିଶୋଧନେଲା କୋଲକାତା: [40, 116, 745, 167]
- ipl-table-cell: ୧: [413, 546, 460, 562]
- cartoon: [40, 1690, 574, 2160]
- ipl-table-cell: ୪: [354, 610, 413, 626]
- ipl-table-row: [40, 594, 590, 610]
